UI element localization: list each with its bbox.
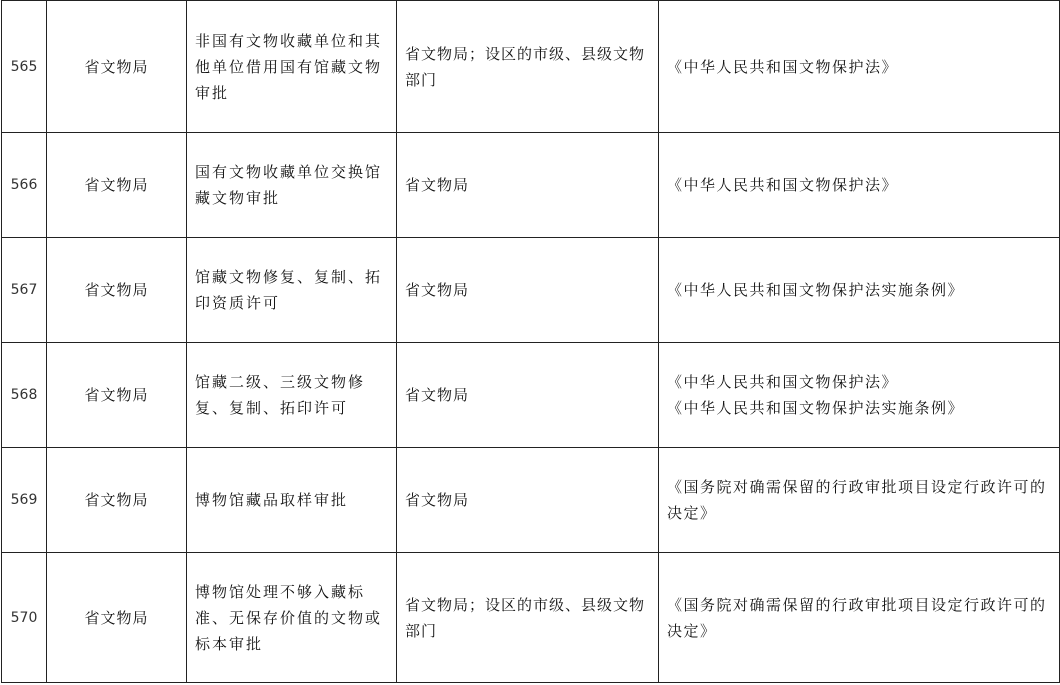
row-number: 567 xyxy=(2,238,47,343)
department-cell: 省文物局 xyxy=(47,238,187,343)
legal-basis-line: 《中华人民共和国文物保护法实施条例》 xyxy=(667,281,965,299)
authority-cell: 省文物局 xyxy=(397,448,659,553)
row-number: 570 xyxy=(2,553,47,683)
row-number: 568 xyxy=(2,343,47,448)
approval-items-table xyxy=(1,0,1060,683)
department-cell: 省文物局 xyxy=(47,448,187,553)
department-cell: 省文物局 xyxy=(47,553,187,683)
table-row xyxy=(2,133,1060,238)
table-row xyxy=(2,238,1060,343)
authority-cell: 省文物局 xyxy=(397,238,659,343)
table-row xyxy=(2,448,1060,553)
table-row xyxy=(2,1,1060,133)
authority-cell: 省文物局 xyxy=(397,133,659,238)
department-cell: 省文物局 xyxy=(47,343,187,448)
approval-item-cell: 博物馆处理不够入藏标准、无保存价值的文物或标本审批 xyxy=(187,553,397,683)
legal-basis-line: 《国务院对确需保留的行政审批项目设定行政许可的决定》 xyxy=(667,595,1047,640)
legal-basis-line: 《中华人民共和国文物保护法实施条例》 xyxy=(667,399,965,417)
legal-basis-cell xyxy=(659,553,1060,683)
approval-item-cell: 馆藏文物修复、复制、拓印资质许可 xyxy=(187,238,397,343)
row-number: 569 xyxy=(2,448,47,553)
legal-basis-cell xyxy=(659,238,1060,343)
legal-basis-line: 《中华人民共和国文物保护法》 xyxy=(667,176,899,194)
row-number: 565 xyxy=(2,1,47,133)
legal-basis-line: 《国务院对确需保留的行政审批项目设定行政许可的决定》 xyxy=(667,478,1047,522)
legal-basis-line: 《中华人民共和国文物保护法》 xyxy=(667,373,899,391)
department-cell: 省文物局 xyxy=(47,133,187,238)
authority-cell: 省文物局 xyxy=(397,343,659,448)
legal-basis-cell xyxy=(659,133,1060,238)
legal-basis-cell xyxy=(659,1,1060,133)
row-number: 566 xyxy=(2,133,47,238)
approval-item-cell: 非国有文物收藏单位和其他单位借用国有馆藏文物审批 xyxy=(187,1,397,133)
approval-item-cell: 国有文物收藏单位交换馆藏文物审批 xyxy=(187,133,397,238)
department-cell: 省文物局 xyxy=(47,1,187,133)
authority-cell: 省文物局；设区的市级、县级文物部门 xyxy=(397,1,659,133)
approval-item-cell: 馆藏二级、三级文物修复、复制、拓印许可 xyxy=(187,343,397,448)
approval-item-cell: 博物馆藏品取样审批 xyxy=(187,448,397,553)
table-row xyxy=(2,553,1060,683)
legal-basis-cell xyxy=(659,343,1060,448)
legal-basis-cell xyxy=(659,448,1060,553)
authority-cell: 省文物局；设区的市级、县级文物部门 xyxy=(397,553,659,683)
legal-basis-line: 《中华人民共和国文物保护法》 xyxy=(667,57,899,76)
table-row xyxy=(2,343,1060,448)
